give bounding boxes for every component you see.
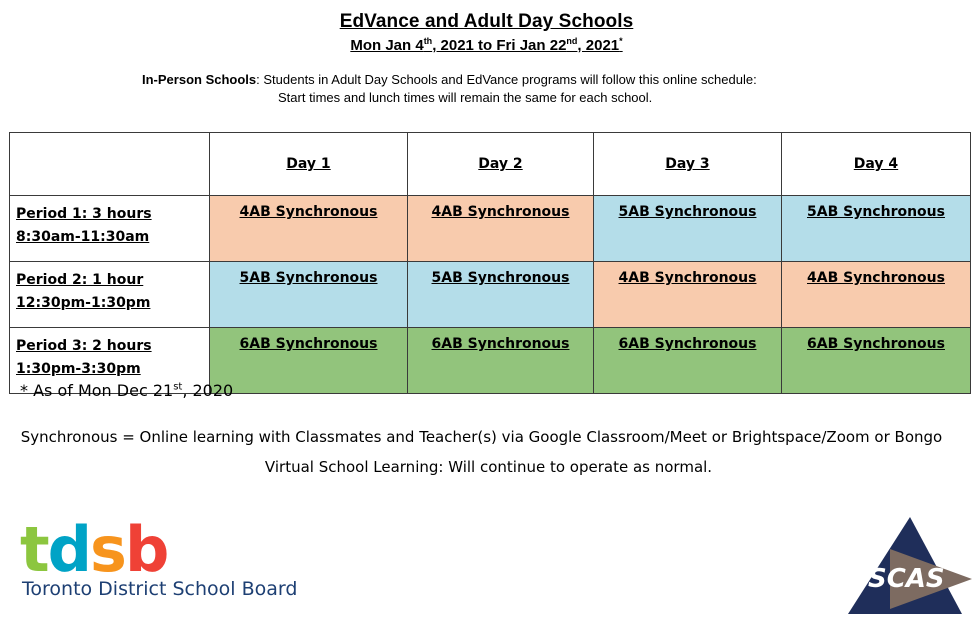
synchronous-definition: Synchronous = Online learning with Classmates and Teacher(s) via Google Classroom/Meet or Brightspace/Zoom or Bongo [20, 428, 943, 446]
header-row [10, 133, 971, 196]
schedule-cell: 4AB Synchronous [782, 262, 971, 328]
schedule-cell: 6AB Synchronous [782, 328, 971, 394]
tdsb-name: Toronto District School Board [22, 578, 298, 600]
schedule-table [9, 132, 971, 394]
schedule-cell: 5AB Synchronous [210, 262, 408, 328]
schedule-cell: 5AB Synchronous [408, 262, 594, 328]
period-label: Period 1: 3 hours 8:30am-11:30am [10, 196, 210, 262]
scas-logo [848, 517, 973, 617]
day-header: Day 3 [594, 133, 782, 196]
day-header: Day 2 [408, 133, 594, 196]
schedule-cell: 6AB Synchronous [408, 328, 594, 394]
table-row [10, 196, 971, 262]
day-header: Day 4 [782, 133, 971, 196]
in-person-note: In-Person Schools: Students in Adult Day Schools and EdVance programs will follow this online schedule: [142, 72, 757, 87]
in-person-note-line2: Start times and lunch times will remain the same for each school. [278, 90, 653, 105]
schedule-cell: 4AB Synchronous [408, 196, 594, 262]
corner-cell [10, 133, 210, 196]
schedule-cell: 6AB Synchronous [594, 328, 782, 394]
table-row [10, 262, 971, 328]
period-label: Period 2: 1 hour 12:30pm-1:30pm [10, 262, 210, 328]
schedule-cell: 4AB Synchronous [594, 262, 782, 328]
schedule-cell: 6AB Synchronous [210, 328, 408, 394]
scas-text: SCAS [868, 564, 945, 594]
schedule-cell: 5AB Synchronous [782, 196, 971, 262]
period-label: Period 3: 2 hours 1:30pm-3:30pm [10, 328, 210, 394]
tdsb-wordmark: tdsb [20, 513, 168, 586]
page-title: EdVance and Adult Day Schools [339, 11, 634, 32]
tdsb-logo [20, 513, 310, 610]
virtual-school-note: Virtual School Learning: Will continue to operate as normal. [264, 458, 713, 476]
schedule-cell: 5AB Synchronous [594, 196, 782, 262]
date-range: Mon Jan 4th, 2021 to Fri Jan 22nd, 2021* [350, 36, 623, 54]
schedule-cell: 4AB Synchronous [210, 196, 408, 262]
footnote: * As of Mon Dec 21st, 2020 [20, 381, 234, 400]
day-header: Day 1 [210, 133, 408, 196]
